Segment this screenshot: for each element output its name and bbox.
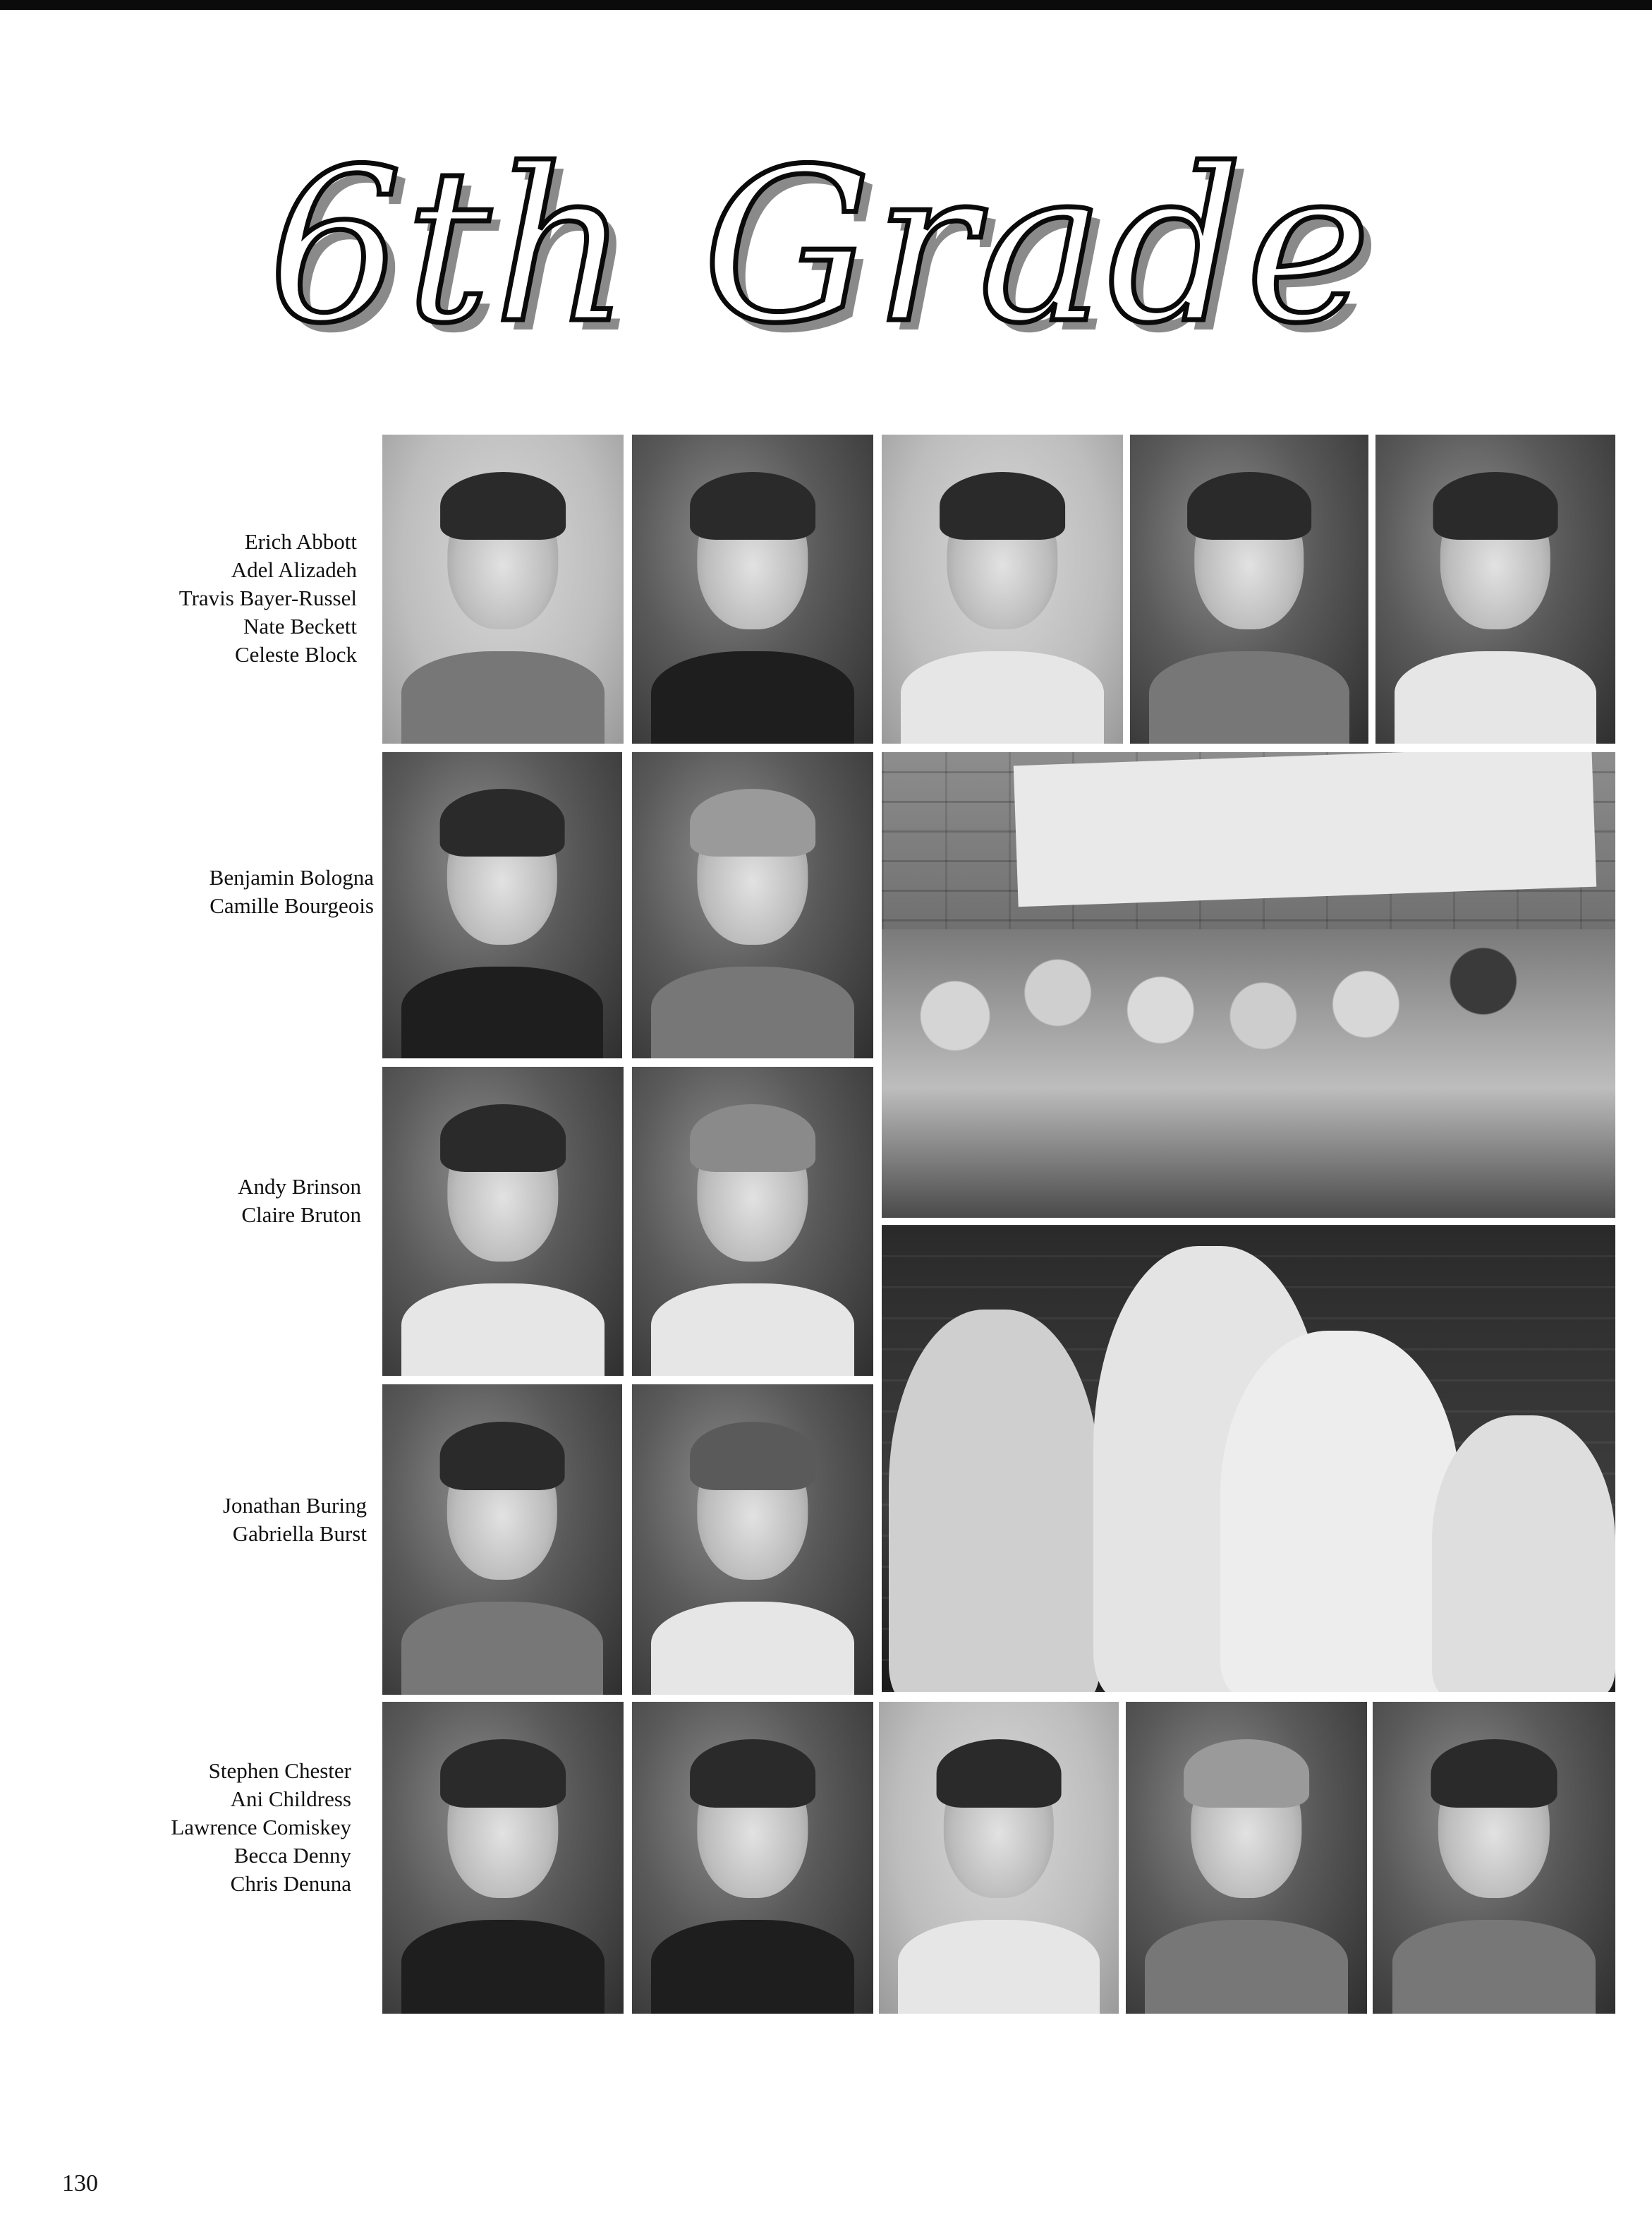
student-portrait xyxy=(1375,435,1615,744)
student-name: Claire Bruton xyxy=(241,1202,361,1227)
student-name: Travis Bayer-Russel xyxy=(178,586,357,610)
candid-photo-class-group xyxy=(882,752,1615,1218)
student-name: Adel Alizadeh xyxy=(231,557,357,582)
student-name: Celeste Block xyxy=(234,642,357,667)
student-portrait xyxy=(632,1384,873,1695)
name-list-row-5 xyxy=(171,1757,351,1898)
students-crowd xyxy=(882,929,1615,1218)
student-portrait xyxy=(382,1067,624,1376)
name-list-row-1 xyxy=(179,528,357,669)
student-name: Gabriella Burst xyxy=(232,1521,367,1546)
poster-board xyxy=(1014,752,1596,907)
student-portrait xyxy=(1130,435,1368,744)
candid-photo-students-eating xyxy=(882,1225,1615,1692)
student-name: Benjamin Bologna xyxy=(209,865,374,890)
student-name: Ani Childress xyxy=(230,1786,351,1811)
student-portrait xyxy=(1126,1702,1367,2014)
student-portrait xyxy=(882,435,1123,744)
student-portrait xyxy=(632,435,873,744)
student-portrait xyxy=(382,752,622,1058)
student-name: Andy Brinson xyxy=(238,1174,361,1199)
student-name: Lawrence Comiskey xyxy=(171,1815,351,1839)
student-name: Nate Beckett xyxy=(243,614,357,639)
name-list-row-3 xyxy=(238,1173,361,1229)
student-figure xyxy=(1432,1415,1615,1692)
student-portrait xyxy=(382,1384,622,1695)
student-name: Stephen Chester xyxy=(208,1758,351,1783)
student-name: Jonathan Buring xyxy=(222,1493,367,1518)
student-portrait xyxy=(632,1067,873,1376)
student-name: Becca Denny xyxy=(233,1843,351,1868)
page-number: 130 xyxy=(62,2170,98,2196)
student-portrait xyxy=(632,1702,873,2014)
student-name: Chris Denuna xyxy=(230,1871,351,1896)
page-title: 6th Grade xyxy=(268,123,1374,370)
student-portrait xyxy=(632,752,873,1058)
name-list-row-4 xyxy=(223,1492,367,1548)
student-portrait xyxy=(382,435,624,744)
name-list-row-2 xyxy=(209,864,374,920)
student-name: Camille Bourgeois xyxy=(209,893,374,918)
student-figure xyxy=(889,1310,1100,1692)
student-name: Erich Abbott xyxy=(244,529,357,554)
student-figure xyxy=(1220,1331,1460,1692)
student-portrait xyxy=(1373,1702,1615,2014)
student-portrait xyxy=(382,1702,624,2014)
student-portrait xyxy=(879,1702,1119,2014)
top-border xyxy=(0,0,1652,10)
